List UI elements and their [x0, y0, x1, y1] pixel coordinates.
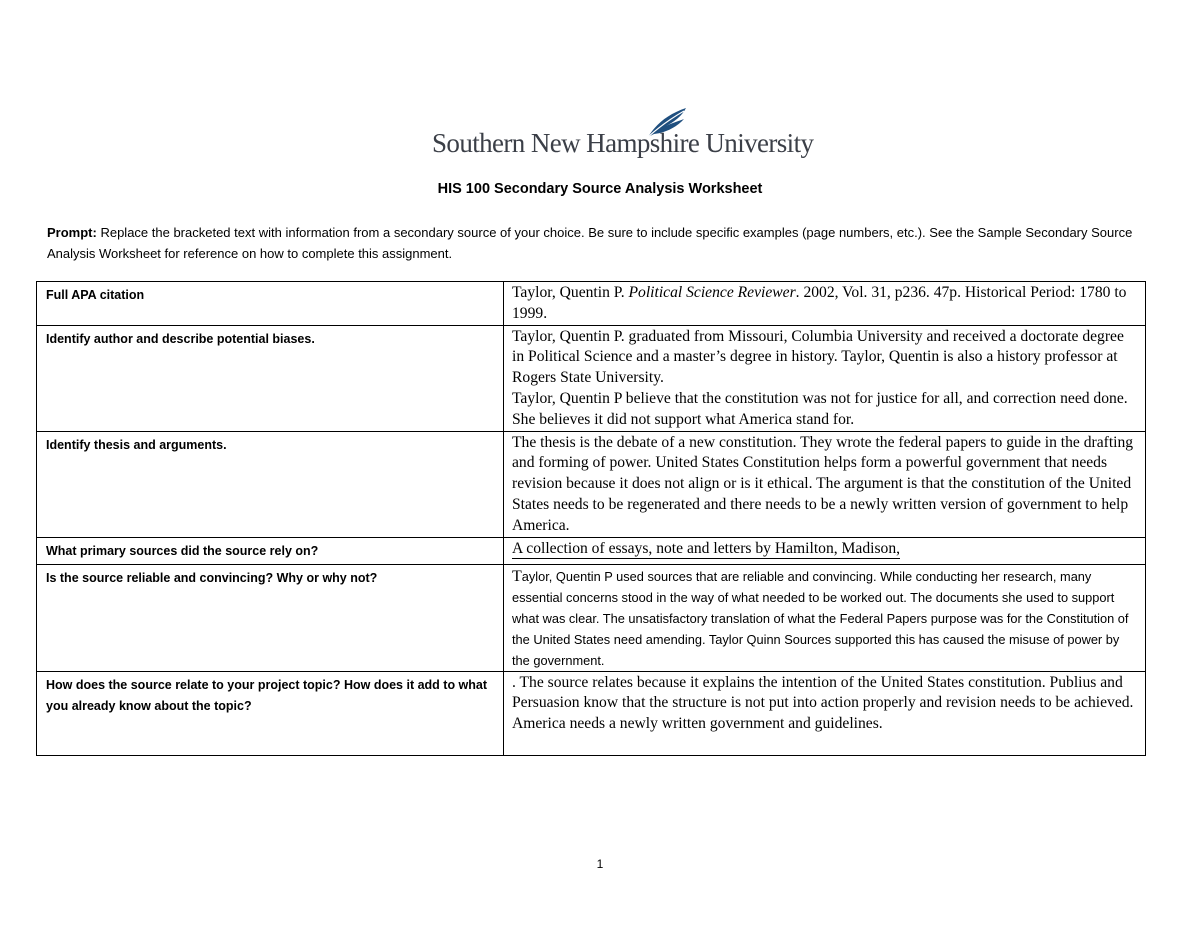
prompt-text: Replace the bracketed text with information from a secondary source of your choice. Be sure to include specific examples (page numbers, etc.). See the Sample Secondary Source Analysis Worksheet for reference on how to complete this assignment. — [47, 225, 1133, 261]
underlined-answer: A collection of essays, note and letters by Hamilton, Madison, — [512, 539, 901, 557]
citation-author: Taylor, Quentin P. — [512, 284, 629, 301]
answer-cell[interactable] — [504, 537, 1146, 564]
answer-first-letter: T — [512, 567, 522, 585]
question-cell: Is the source reliable and convincing? Why or why not? — [37, 564, 504, 671]
answer-cell[interactable] — [504, 282, 1146, 326]
question-cell: Identify thesis and arguments. — [37, 431, 504, 537]
table-row — [37, 564, 1146, 671]
answer-paragraph: Taylor, Quentin P believe that the constitution was not for justice for all, and correction need done. She believes it did not support what America stand for. — [512, 389, 1128, 428]
question-cell: Identify author and describe potential biases. — [37, 325, 504, 431]
answer-paragraph: Taylor, Quentin P. graduated from Missouri, Columbia University and received a doctorate degree in Political Science and a master’s degree in history. Taylor, Quentin is also a history professor at Rogers State University. — [512, 327, 1124, 387]
answer-text: aylor, Quentin P used sources that are reliable and convincing. While conducting her research, many essential concerns stood in the way of what needed to be worked out. The documents she used to support what was clear. The unsatisfactory translation of what the Federal Papers purpose was for the Constitution of the United States need amending. Taylor Quinn Sources supported this has caused the misuse of power by the government. — [512, 568, 1129, 668]
worksheet-title: HIS 100 Secondary Source Analysis Worksheet — [437, 181, 763, 197]
page-number: 1 — [596, 857, 604, 871]
answer-cell[interactable]: The thesis is the debate of a new constitution. They wrote the federal papers to guide in the drafting and forming of power. United States Constitution helps form a powerful government that needs revision because it does not align or is it ethical. The argument is that the constitution of the United States needs to be regenerated and there needs to be a newly written version of government to help America. — [504, 431, 1146, 537]
prompt-paragraph — [47, 222, 1137, 264]
citation-details: . 2002, Vol. 31, p236. 47p. Historical Period: 1780 to 1999. — [512, 284, 1127, 322]
question-cell: Full APA citation — [37, 282, 504, 326]
table-row — [37, 537, 1146, 564]
citation-journal: Political Science Reviewer — [628, 284, 796, 301]
question-cell: What primary sources did the source rely on? — [37, 537, 504, 564]
worksheet-table — [36, 281, 1146, 756]
quill-feather-icon — [644, 106, 694, 140]
table-row — [37, 671, 1146, 755]
logo-text: Southern New Hampshire University — [432, 128, 814, 158]
table-row — [37, 431, 1146, 537]
question-cell: How does the source relate to your project topic? How does it add to what you already know about the topic? — [37, 671, 504, 755]
answer-cell[interactable]: . The source relates because it explains the intention of the United States constitution. Publius and Persuasion know that the structure is not put into action properly and revision needs to be achieved. America needs a newly written government and guidelines. — [504, 671, 1146, 755]
table-row — [37, 325, 1146, 431]
table-row — [37, 282, 1146, 326]
answer-cell[interactable] — [504, 564, 1146, 671]
university-logo — [432, 106, 814, 160]
answer-cell[interactable] — [504, 325, 1146, 431]
prompt-label: Prompt: — [47, 225, 97, 240]
